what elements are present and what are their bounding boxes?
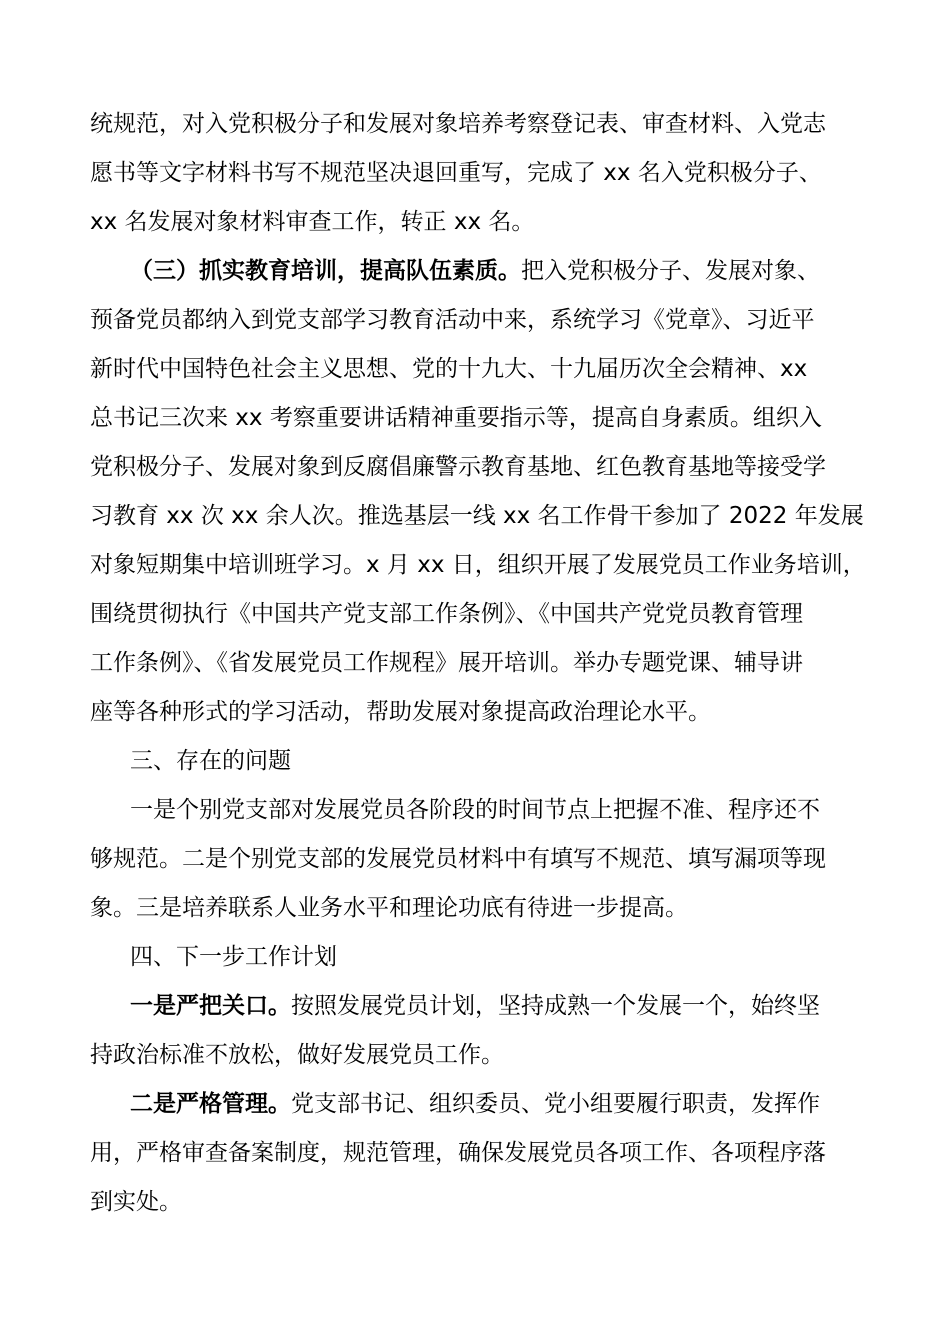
paragraph-line: 对象短期集中培训班学习。x 月 xx 日，组织开展了发展党员工作业务培训，: [90, 552, 866, 578]
paragraph-line: 象。三是培养联系人业务水平和理论功底有待进一步提高。: [90, 895, 688, 921]
paragraph-line: 愿书等文字材料书写不规范坚决退回重写，完成了 xx 名入党积极分子、: [90, 160, 822, 186]
paragraph-line: 一是个别党支部对发展党员各阶段的时间节点上把握不准、程序还不: [130, 797, 820, 823]
section-heading: 二是严格管理。: [130, 1091, 291, 1117]
paragraph-line: 工作条例》、《省发展党员工作规程》展开培训。举办专题党课、辅导讲: [90, 650, 803, 676]
paragraph-line: 围绕贯彻执行《中国共产党支部工作条例》、《中国共产党党员教育管理: [90, 601, 803, 627]
section-heading-line: 一是严把关口。按照发展党员计划，坚持成熟一个发展一个，始终坚: [130, 993, 820, 1019]
section-heading-line: 二是严格管理。党支部书记、组织委员、党小组要履行职责，发挥作: [130, 1091, 820, 1117]
paragraph-line: 习教育 xx 次 xx 余人次。推选基层一线 xx 名工作骨干参加了 2022 年发展: [90, 503, 864, 529]
paragraph-line: 持政治标准不放松，做好发展党员工作。: [90, 1042, 504, 1068]
paragraph-line: 够规范。二是个别党支部的发展党员材料中有填写不规范、填写漏项等现: [90, 846, 826, 872]
paragraph-line: 预备党员都纳入到党支部学习教育活动中来，系统学习《党章》、习近平: [90, 307, 815, 333]
section-heading: 一是严把关口。: [130, 993, 291, 1019]
section-title: 四、下一步工作计划: [130, 944, 337, 970]
paragraph-line: 座等各种形式的学习活动，帮助发展对象提高政治理论水平。: [90, 699, 711, 725]
section-title: 三、存在的问题: [130, 748, 291, 774]
paragraph-line: 用，严格审查备案制度，规范管理，确保发展党员各项工作、各项程序落: [90, 1140, 826, 1166]
paragraph-line: xx 名发展对象材料审查工作，转正 xx 名。: [90, 209, 535, 235]
paragraph-line: 党积极分子、发展对象到反腐倡廉警示教育基地、红色教育基地等接受学: [90, 454, 826, 480]
section-heading-line: （三）抓实教育培训，提高队伍素质。把入党积极分子、发展对象、: [130, 258, 820, 284]
paragraph-line: 新时代中国特色社会主义思想、党的十九大、十九届历次全会精神、xx: [90, 356, 808, 382]
paragraph-line: 统规范，对入党积极分子和发展对象培养考察登记表、审查材料、入党志: [90, 111, 826, 137]
paragraph-line: 到实处。: [90, 1189, 182, 1215]
section-heading: （三）抓实教育培训，提高队伍素质。: [130, 258, 521, 284]
paragraph-line: 总书记三次来 xx 考察重要讲话精神重要指示等，提高自身素质。组织入: [90, 405, 822, 431]
